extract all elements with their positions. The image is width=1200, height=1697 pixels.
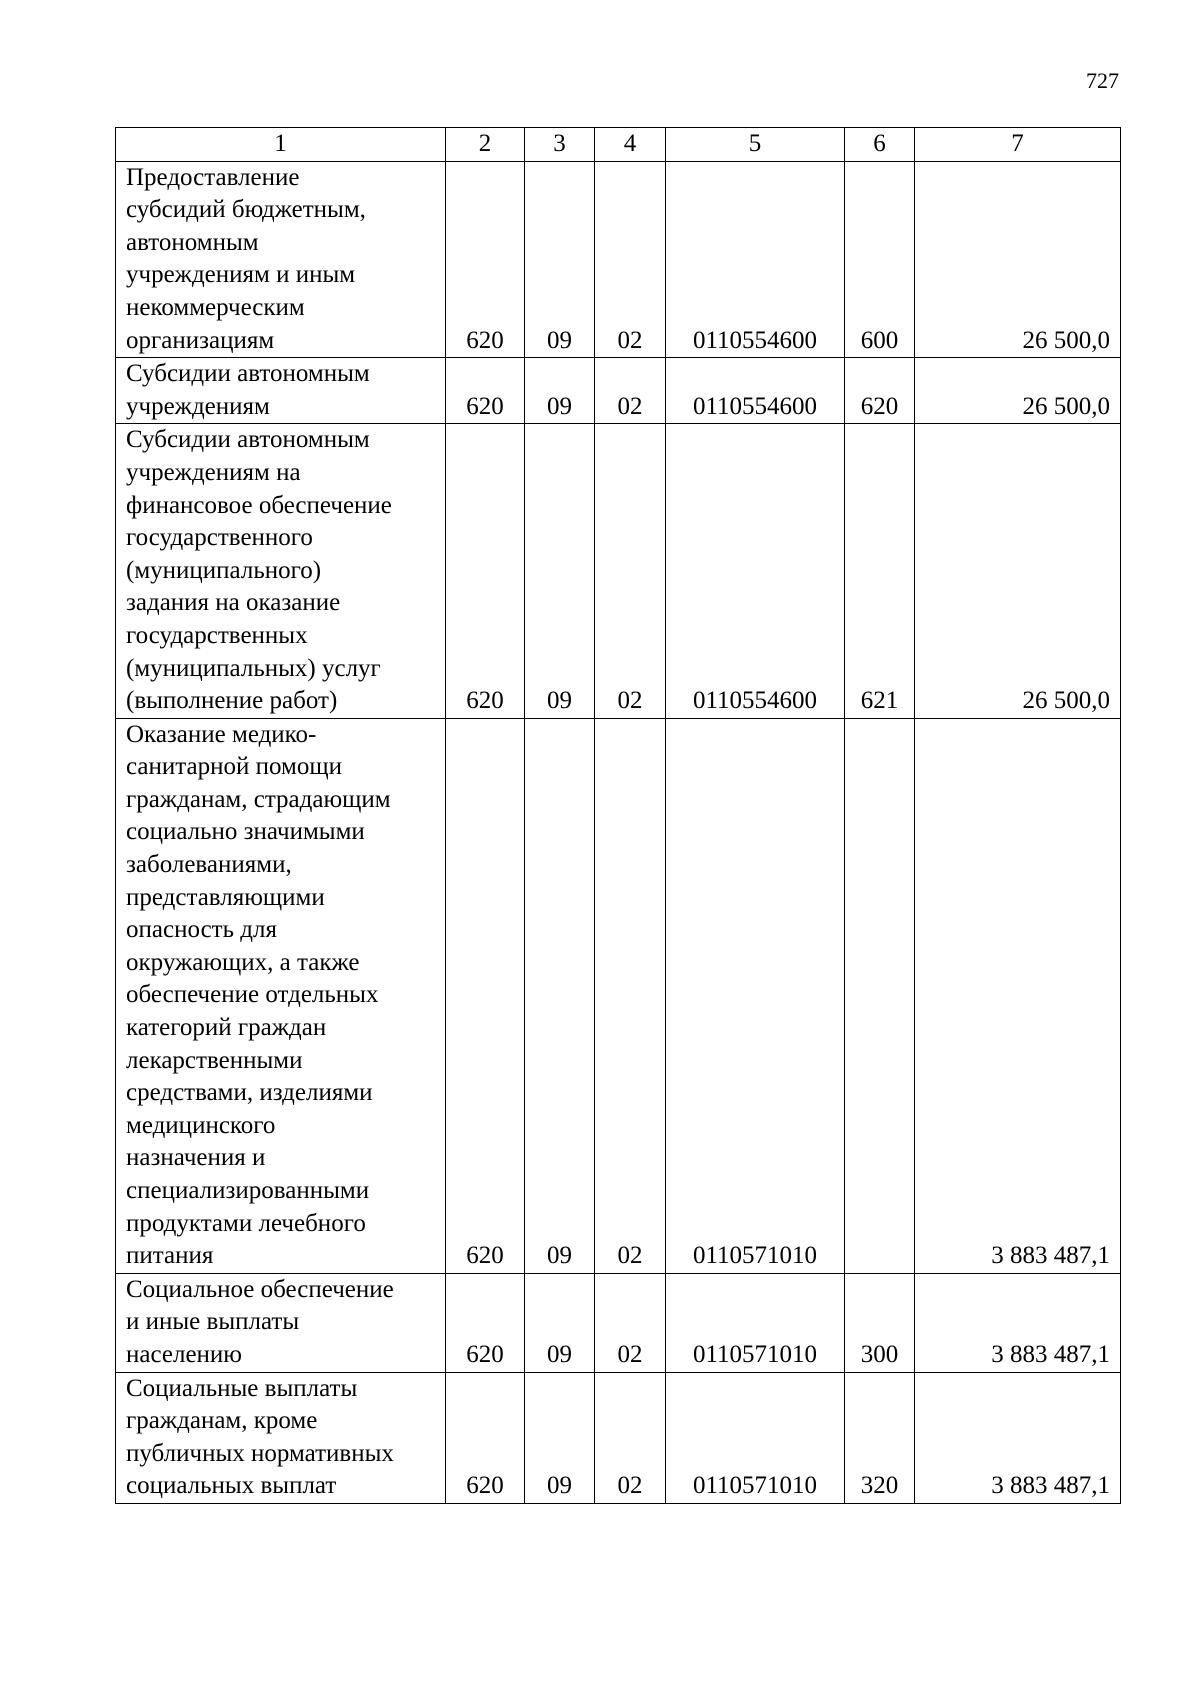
subsection-code-cell: 02 — [595, 1372, 666, 1503]
section-code-cell: 09 — [525, 718, 595, 1273]
ministry-code-cell: 620 — [446, 1372, 525, 1503]
table-row — [116, 718, 1121, 1273]
column-header: 5 — [666, 128, 845, 162]
ministry-code-cell: 620 — [446, 161, 525, 358]
subsection-code-cell: 02 — [595, 424, 666, 718]
table-row — [116, 161, 1121, 358]
expense-name-cell: Субсидии автономным учреждениям — [116, 358, 446, 424]
section-code-cell: 09 — [525, 1372, 595, 1503]
subsection-code-cell: 02 — [595, 1273, 666, 1372]
expense-type-code-cell: 600 — [845, 161, 915, 358]
amount-cell: 26 500,0 — [915, 424, 1121, 718]
section-code-cell: 09 — [525, 424, 595, 718]
section-code-cell: 09 — [525, 1273, 595, 1372]
target-item-code-cell: 0110554600 — [666, 161, 845, 358]
amount-cell: 3 883 487,1 — [915, 1273, 1121, 1372]
ministry-code-cell: 620 — [446, 718, 525, 1273]
target-item-code-cell: 0110571010 — [666, 1273, 845, 1372]
expense-name-cell: Предоставление субсидий бюджетным, автономным учреждениям и иным некоммерческим организациям — [116, 161, 446, 358]
amount-cell: 3 883 487,1 — [915, 718, 1121, 1273]
expense-name-cell: Оказание медико- санитарной помощи гражданам, страдающим социально значимыми заболеваниями, представляющими опасность для окружающих, а также обеспечение отдельных категорий граждан лекарственными средствами, изделиями медицинского назначения и специализированными продуктами лечебного питания — [116, 718, 446, 1273]
column-header: 6 — [845, 128, 915, 162]
target-item-code-cell: 0110571010 — [666, 718, 845, 1273]
column-header: 4 — [595, 128, 666, 162]
ministry-code-cell: 620 — [446, 1273, 525, 1372]
subsection-code-cell: 02 — [595, 161, 666, 358]
budget-table — [115, 127, 1121, 1504]
expense-name-cell: Социальные выплаты гражданам, кроме публичных нормативных социальных выплат — [116, 1372, 446, 1503]
expense-type-code-cell: 300 — [845, 1273, 915, 1372]
expense-name-cell: Субсидии автономным учреждениям на финансовое обеспечение государственного (муниципального) задания на оказание государственных (муниципальных) услуг (выполнение работ) — [116, 424, 446, 718]
expense-type-code-cell: 620 — [845, 358, 915, 424]
table-row — [116, 358, 1121, 424]
table-row — [116, 424, 1121, 718]
ministry-code-cell: 620 — [446, 358, 525, 424]
column-header: 1 — [116, 128, 446, 162]
target-item-code-cell: 0110554600 — [666, 424, 845, 718]
amount-cell: 26 500,0 — [915, 161, 1121, 358]
expense-type-code-cell: 621 — [845, 424, 915, 718]
ministry-code-cell: 620 — [446, 424, 525, 718]
section-code-cell: 09 — [525, 161, 595, 358]
table-header-row — [116, 128, 1121, 162]
subsection-code-cell: 02 — [595, 718, 666, 1273]
expense-type-code-cell — [845, 718, 915, 1273]
amount-cell: 26 500,0 — [915, 358, 1121, 424]
table-row — [116, 1273, 1121, 1372]
table-row — [116, 1372, 1121, 1503]
target-item-code-cell: 0110571010 — [666, 1372, 845, 1503]
amount-cell: 3 883 487,1 — [915, 1372, 1121, 1503]
column-header: 2 — [446, 128, 525, 162]
subsection-code-cell: 02 — [595, 358, 666, 424]
page-number: 727 — [1086, 68, 1119, 93]
section-code-cell: 09 — [525, 358, 595, 424]
column-header: 7 — [915, 128, 1121, 162]
expense-type-code-cell: 320 — [845, 1372, 915, 1503]
expense-name-cell: Социальное обеспечение и иные выплаты населению — [116, 1273, 446, 1372]
target-item-code-cell: 0110554600 — [666, 358, 845, 424]
column-header: 3 — [525, 128, 595, 162]
